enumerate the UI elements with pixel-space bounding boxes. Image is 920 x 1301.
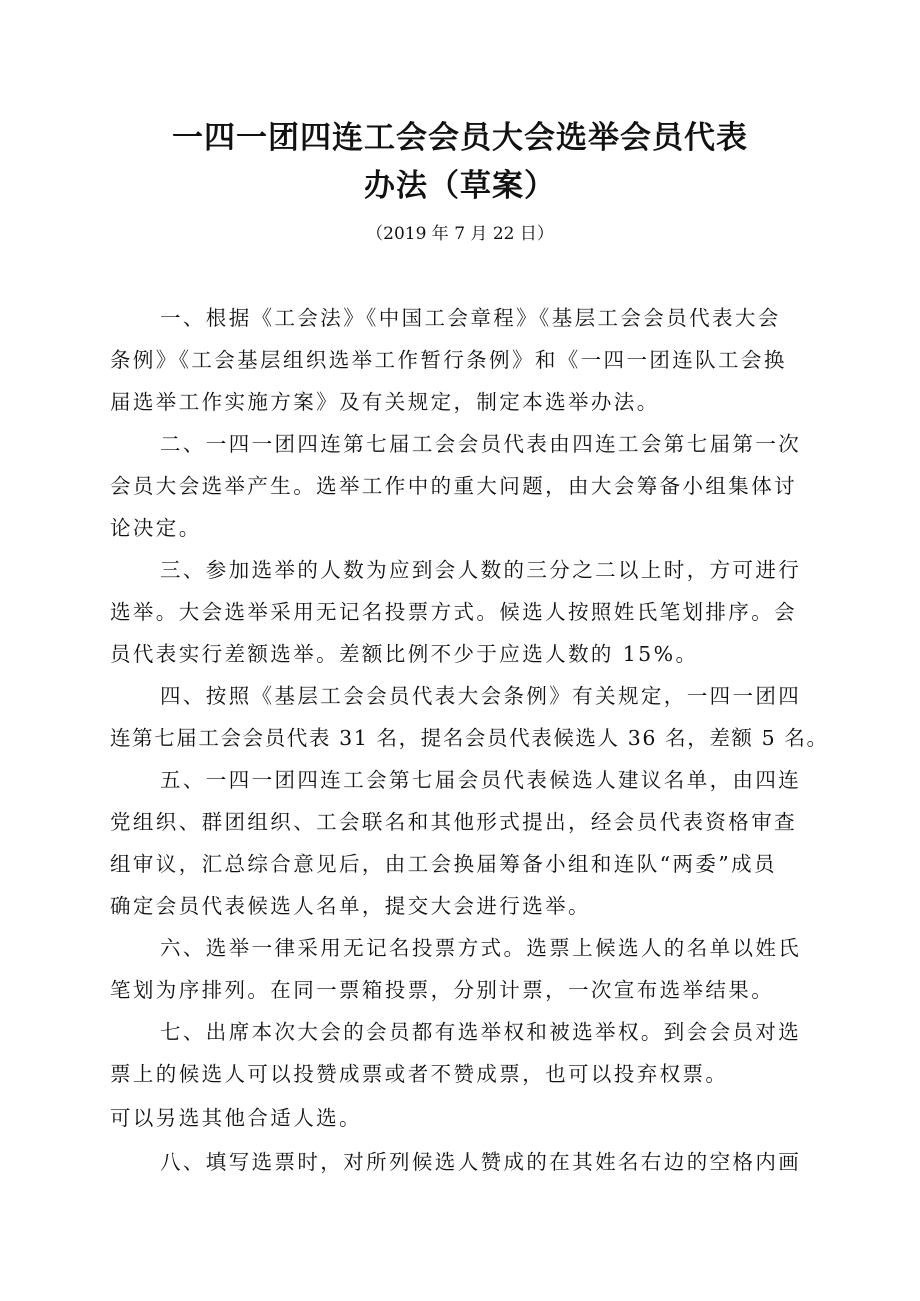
body-line: 确定会员代表候选人名单，提交大会进行选举。 (110, 894, 591, 918)
body-line: 组审议，汇总综合意见后，由工会换届筹备小组和连队“两委”成员 (110, 852, 777, 876)
body-line: 一、根据《工会法》《中国工会章程》《基层工会会员代表大会 (160, 306, 781, 330)
body-line: 可以另选其他合适人选。 (110, 1106, 362, 1130)
body-line: 笔划为序排列。在同一票箱投票，分别计票，一次宣布选举结果。 (110, 978, 775, 1002)
body-line: 连第七届工会会员代表 31 名，提名会员代表候选人 36 名，差额 5 名。 (110, 726, 829, 750)
body-line: 三、参加选举的人数为应到会人数的三分之二以上时，方可进行 (160, 558, 802, 582)
body-line: 届选举工作实施方案》及有关规定，制定本选举办法。 (110, 390, 660, 414)
body-line: 条例》《工会基层组织选举工作暂行条例》和《一四一团连队工会换 (110, 348, 787, 372)
body-line: 四、按照《基层工会会员代表大会条例》有关规定，一四一团四 (160, 684, 802, 708)
document-date: （2019 年 7 月 22 日） (366, 224, 554, 244)
body-line: 六、选举一律采用无记名投票方式。选票上候选人的名单以姓氏 (160, 936, 802, 960)
document-title-line-2: 办法（草案） (364, 168, 556, 204)
document-title-line-1: 一四一团四连工会会员大会选举会员代表 (172, 120, 748, 156)
body-line: 员代表实行差额选举。差额比例不少于应选人数的 15%。 (110, 642, 699, 666)
body-line: 选举。大会选举采用无记名投票方式。候选人按照姓氏笔划排序。会 (110, 600, 797, 624)
body-line: 五、一四一团四连工会第七届会员代表候选人建议名单，由四连 (160, 768, 802, 792)
body-line: 七、出席本次大会的会员都有选举权和被选举权。到会会员对选 (160, 1020, 802, 1044)
body-line: 票上的候选人可以投赞成票或者不赞成票，也可以投弃权票。 (110, 1062, 729, 1086)
body-line: 论决定。 (110, 516, 202, 540)
body-line: 党组织、群团组织、工会联名和其他形式提出，经会员代表资格审查 (110, 810, 797, 834)
body-line: 二、一四一团四连第七届工会会员代表由四连工会第七届第一次 (160, 432, 802, 456)
body-line: 会员大会选举产生。选举工作中的重大问题，由大会筹备小组集体讨 (110, 474, 797, 498)
body-line: 八、填写选票时，对所列候选人赞成的在其姓名右边的空格内画 (160, 1150, 802, 1174)
